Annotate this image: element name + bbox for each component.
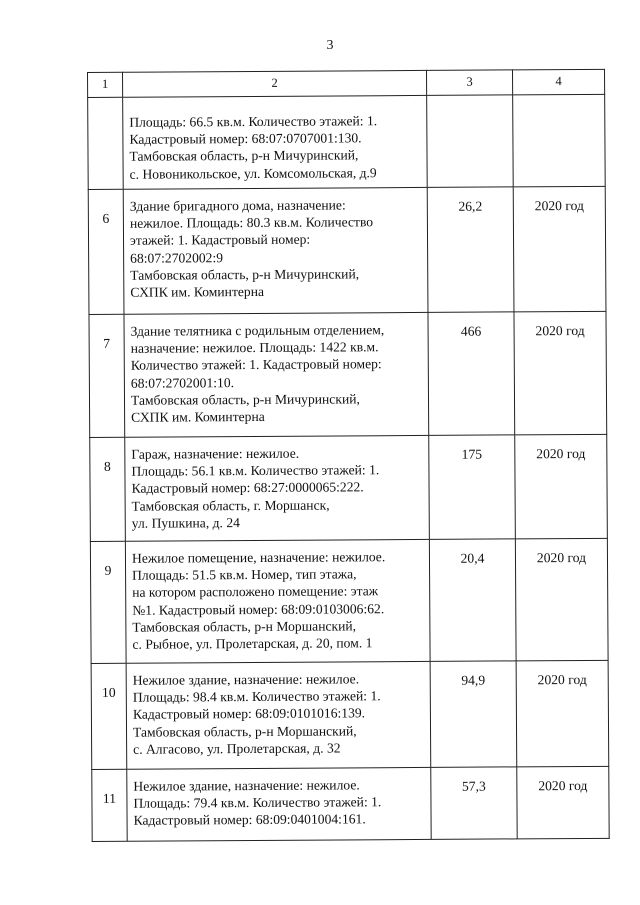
area-value: [427, 95, 512, 106]
area-cell: [430, 661, 517, 768]
row-number: [88, 98, 122, 118]
property-description: Нежилое здание, назначение: нежилое. Площадь: 79.4 кв.м. Количество этажей: 1. Кадастровый номер: 68:09:0401004:161.: [133, 777, 382, 829]
row-number-cell: [88, 97, 124, 189]
description-cell: [123, 187, 428, 314]
property-table: [87, 69, 610, 842]
table-row: [88, 186, 606, 314]
year-cell: [514, 311, 607, 435]
row-number-cell: [90, 437, 126, 541]
year-cell: [515, 434, 608, 539]
row-number: 6: [102, 210, 110, 226]
row-number: 11: [102, 790, 117, 806]
area-value: 57,3: [461, 778, 486, 794]
area-cell: [429, 539, 516, 662]
table-row: [91, 660, 609, 769]
area-value: 26,2: [458, 198, 483, 214]
year-value: [513, 95, 604, 106]
year-value: 2020 год: [535, 322, 585, 339]
table-row: [90, 538, 608, 663]
row-number-cell: [91, 663, 127, 769]
row-number-cell: [90, 541, 126, 663]
year-cell: [515, 538, 608, 661]
area-cell: [431, 767, 517, 840]
table-row: [92, 766, 609, 841]
year-value: 2020 год: [536, 445, 586, 462]
year-value: 2020 год: [537, 671, 587, 688]
area-cell: [427, 95, 514, 188]
table-row: [90, 434, 608, 541]
row-number-cell: [92, 769, 127, 841]
description-cell: [124, 312, 429, 437]
area-value: 94,9: [461, 672, 486, 688]
area-value: 20,4: [460, 550, 485, 566]
year-value: 2020 год: [534, 197, 584, 214]
row-number: 8: [103, 458, 111, 474]
description-cell: [125, 435, 430, 541]
year-cell: [516, 660, 609, 767]
column-header-4: 4: [512, 69, 604, 95]
row-number: 9: [104, 562, 112, 578]
property-description: Здание телятника с родильным отделением, назначение: нежилое. Площадь: 1422 кв.м. Количество этажей: 1. Кадастровый номер: 68:07:2702001:10. Тамбовская область, р-н Мичуринский, СХПК им. Коминтерна: [130, 322, 385, 425]
property-description: Нежилое здание, назначение: нежилое. Площадь: 98.4 кв.м. Количество этажей: 1. Кадастровый номер: 68:09:0101016:139. Тамбовская область, р-н Моршанский, с. Алгасово, ул. Пролетарская, д. 32: [132, 671, 381, 757]
area-value: 175: [461, 446, 483, 462]
table-row: [88, 94, 606, 189]
year-cell: [513, 94, 606, 187]
year-value: 2020 год: [536, 549, 587, 566]
description-cell: [127, 767, 431, 841]
property-description: Гараж, назначение: нежилое. Площадь: 56.1 кв.м. Количество этажей: 1. Кадастровый номер: 68:27:0000065:222. Тамбовская область, г. Моршанск, ул. Пушкина, д. 24: [131, 445, 380, 531]
column-header-2: 2: [123, 70, 427, 97]
area-cell: [427, 187, 514, 313]
area-cell: [429, 435, 516, 540]
year-cell: [517, 766, 609, 839]
row-number-cell: [88, 189, 124, 314]
table-row: [89, 311, 607, 437]
area-cell: [428, 312, 515, 436]
area-value: 466: [460, 323, 482, 339]
column-header-3: 3: [426, 70, 512, 96]
property-description: Площадь: 66.5 кв.м. Количество этажей: 1. Кадастровый номер: 68:07:0707001:130. Тамбовская область, р-н Мичуринский, с. Новоникольское, ул. Комсомольская, д.9: [129, 113, 378, 182]
column-header-1: 1: [88, 72, 123, 97]
property-description: Нежилое помещение, назначение: нежилое. Площадь: 51.5 кв.м. Номер, тип этажа, на котором расположено помещение: этаж №1. Кадастровый номер: 68:09:0103006:62. Тамбовская область, р-н Моршанский, с. Рыбное, ул. Пролетарская, д. 20, пом. 1: [131, 549, 386, 652]
year-cell: [513, 186, 606, 312]
row-number-cell: [89, 314, 125, 437]
row-number: 7: [103, 335, 111, 351]
description-cell: [126, 661, 431, 769]
row-number: 10: [101, 684, 116, 700]
year-value: 2020 год: [538, 777, 588, 794]
description-cell: [123, 95, 428, 189]
description-cell: [125, 539, 430, 663]
property-description: Здание бригадного дома, назначение: нежилое. Площадь: 80.3 кв.м. Количество этажей: 1. Кадастровый номер: 68:07:2702002:9 Тамбовская область, р-н Мичуринский, СХПК им. Коминтерна: [129, 197, 374, 300]
table-header-row: [88, 69, 605, 97]
page-number: 3: [326, 38, 334, 53]
